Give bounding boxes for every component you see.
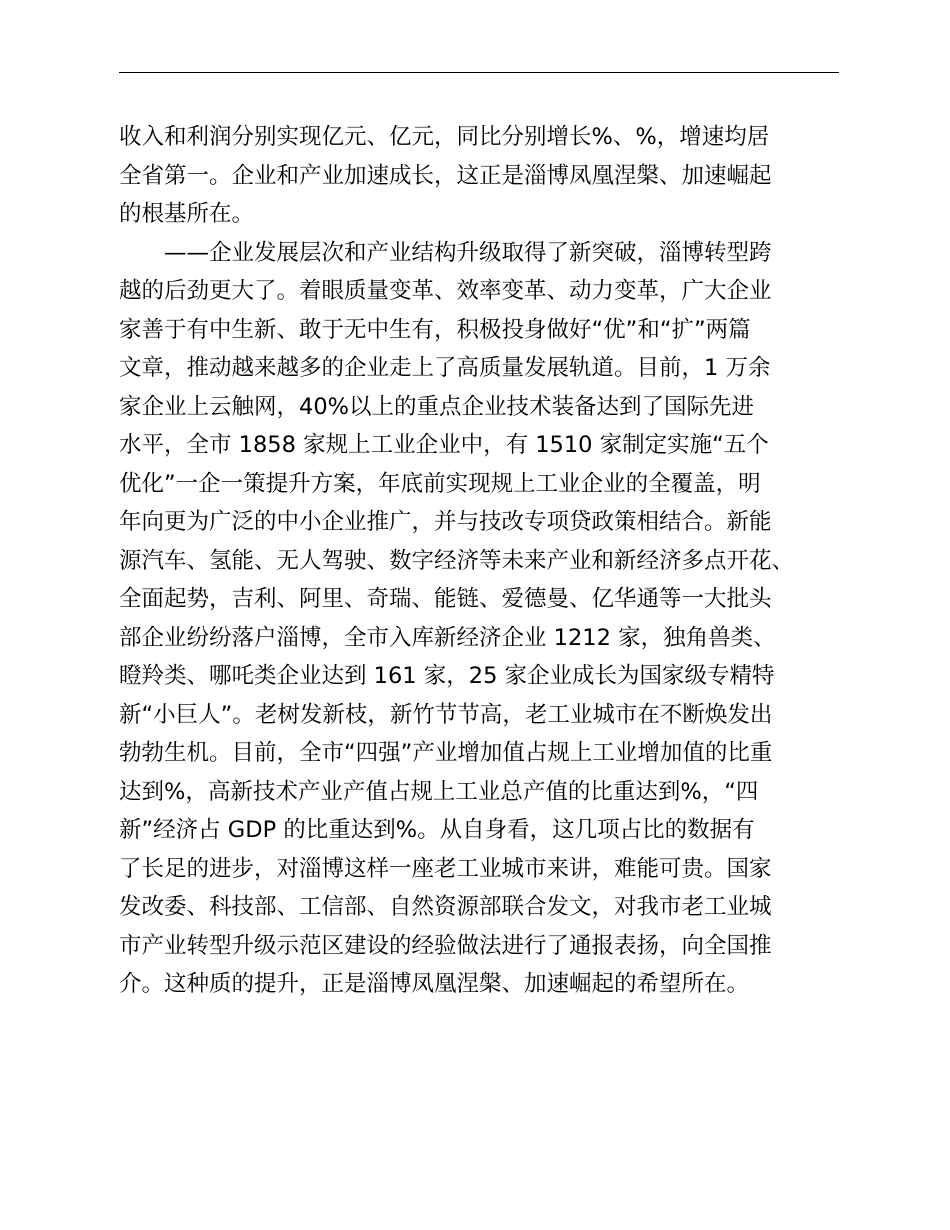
paragraph-line: 越的后劲更大了。着眼质量变革、效率变革、动力变革，广大企业 <box>119 278 772 304</box>
paragraph-line: 家善于有中生新、敢于无中生有，积极投身做好“优”和“扩”两篇 <box>119 316 751 343</box>
paragraph-line: 全省第一。企业和产业加速成长，这正是淄博凤凰涅槃、加速崛起 <box>119 162 772 189</box>
paragraph-line: 了长足的进步，对淄博这样一座老工业城市来讲，难能可贵。国家 <box>119 855 772 882</box>
header-rule <box>119 72 839 73</box>
paragraph-line: 文章，推动越来越多的企业走上了高质量发展轨道。目前，1 万余 <box>119 355 771 381</box>
paragraph-line: 优化”一企一策提升方案，年底前实现规上工业企业的全覆盖，明 <box>119 470 761 497</box>
paragraph-line: 部企业纷纷落户淄博，全市入库新经济企业 1212 家，独角兽类、 <box>119 624 776 651</box>
paragraph-1 <box>119 118 859 234</box>
paragraph-line: ——企业发展层次和产业结构升级取得了新突破，淄博转型跨 <box>164 239 772 266</box>
paragraph-line: 源汽车、氢能、无人驾驶、数字经济等未来产业和新经济多点开花、 <box>119 547 795 574</box>
paragraph-line: 达到%，高新技术产业产值占规上工业总产值的比重达到%，“四 <box>119 778 759 805</box>
paragraph-line: 市产业转型升级示范区建设的经验做法进行了通报表扬，向全国推 <box>119 932 772 959</box>
paragraph-line: 发改委、科技部、工信部、自然资源部联合发文，对我市老工业城 <box>119 894 772 920</box>
paragraph-line: 的根基所在。 <box>119 201 255 227</box>
paragraph-line: 水平，全市 1858 家规上工业企业中，有 1510 家制定实施“五个 <box>119 432 769 458</box>
paragraph-line: 家企业上云触网，40%以上的重点企业技术装备达到了国际先进 <box>119 393 755 420</box>
paragraph-2 <box>119 234 859 1004</box>
paragraph-line: 勃勃生机。目前，全市“四强”产业增加值占规上工业增加值的比重 <box>119 740 773 766</box>
paragraph-line: 瞪羚类、哪吒类企业达到 161 家，25 家企业成长为国家级专精特 <box>119 663 775 689</box>
paragraph-line: 新“小巨人”。老树发新枝，新竹节节高，老工业城市在不断焕发出 <box>119 701 773 728</box>
paragraph-line: 介。这种质的提升，正是淄博凤凰涅槃、加速崛起的希望所在。 <box>119 971 750 997</box>
paragraph-line: 全面起势，吉利、阿里、奇瑞、能链、爱德曼、亿华通等一大批头 <box>119 586 772 612</box>
paragraph-line: 收入和利润分别实现亿元、亿元，同比分别增长%、%，增速均居 <box>119 124 770 150</box>
body-text <box>119 118 859 1004</box>
paragraph-line: 年向更为广泛的中小企业推广，并与技改专项贷政策相结合。新能 <box>119 509 772 535</box>
paragraph-line: 新”经济占 GDP 的比重达到%。从自身看，这几项占比的数据有 <box>119 817 755 843</box>
